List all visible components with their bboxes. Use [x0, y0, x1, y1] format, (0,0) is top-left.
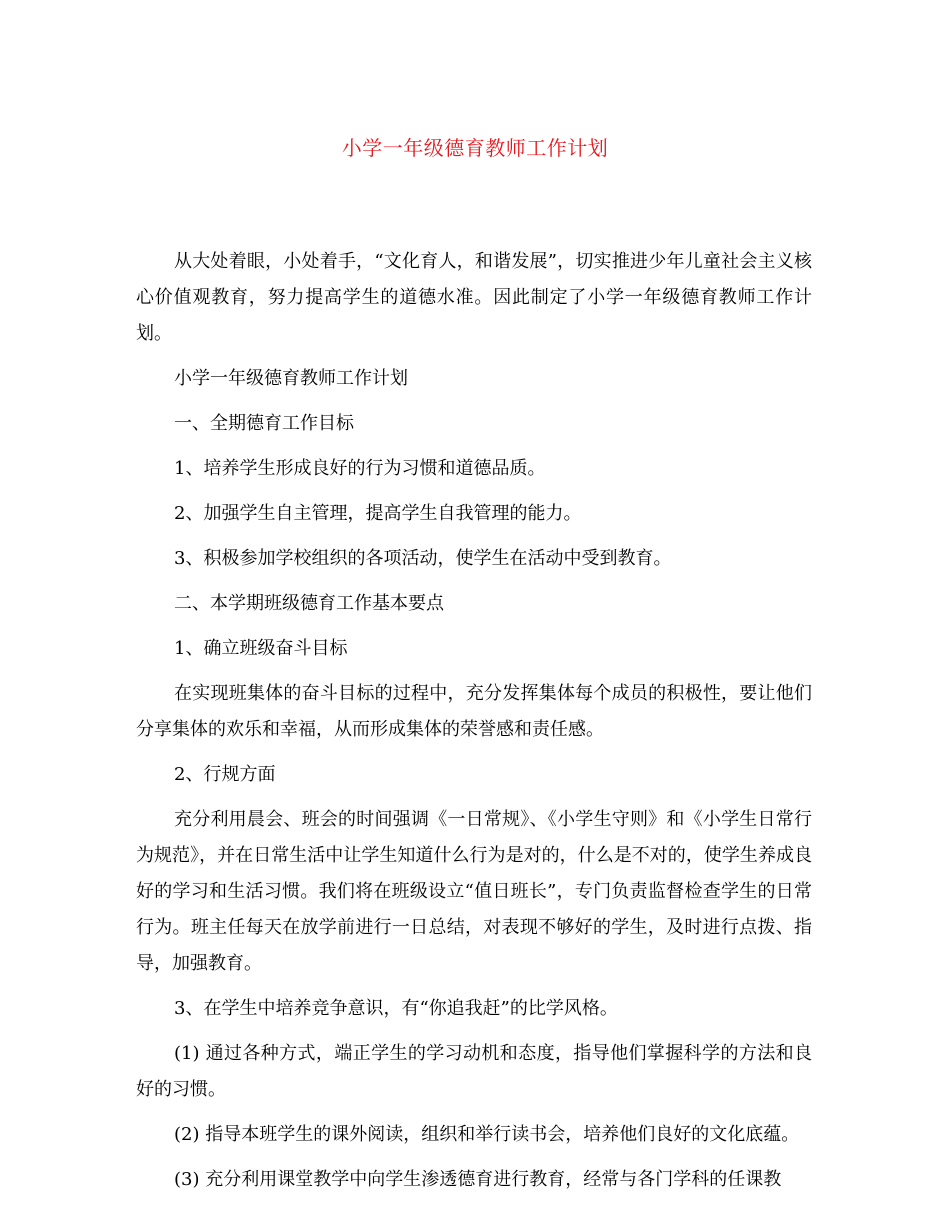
- list-item-goal-2: 2、加强学生自主管理，提高学生自我管理的能力。: [174, 503, 582, 524]
- paragraph-intro: 从大处着眼，小处着手，“文化育人，和谐发展”，切实推进少年儿童社会主义核心价值观教育，努力提高学生的道德水准。因此制定了小学一年级德育教师工作计划。: [136, 251, 812, 344]
- document-body: [136, 244, 812, 1207]
- paragraph-class-goal: 在实现班集体的奋斗目标的过程中，充分发挥集体每个成员的积极性，要让他们分享集体的欢乐和幸福，从而形成集体的荣誉感和责任感。: [136, 683, 812, 740]
- list-item-goal-3: 3、积极参加学校组织的各项活动，使学生在活动中受到教育。: [174, 548, 672, 569]
- document-title: 小学一年级德育教师工作计划: [341, 136, 609, 160]
- subheading-competition: 3、在学生中培养竞争意识，有“你追我赶”的比学风格。: [174, 998, 618, 1019]
- subheading-class-goal: 1、确立班级奋斗目标: [174, 638, 348, 659]
- list-item-competition-2: (2) 指导本班学生的课外阅读，组织和举行读书会，培养他们良好的文化底蕴。: [174, 1124, 800, 1145]
- section-heading-goals: 一、全期德育工作目标: [174, 413, 354, 434]
- paragraph-plan-title: 小学一年级德育教师工作计划: [174, 368, 408, 389]
- list-item-competition-1: (1) 通过各种方式，端正学生的学习动机和态度，指导他们掌握科学的方法和良好的习惯。: [136, 1043, 812, 1100]
- list-item-competition-3: (3) 充分利用课堂教学中向学生渗透德育进行教育，经常与各门学科的任课教: [174, 1169, 782, 1190]
- subheading-conduct: 2、行规方面: [174, 764, 276, 785]
- paragraph-conduct: 充分利用晨会、班会的时间强调《一日常规》、《小学生守则》和《小学生日常行为规范》，并在日常生活中让学生知道什么行为是对的，什么是不对的，使学生养成良好的学习和生活习惯。我们将在班级设立“值日班长”，专门负责监督检查学生的日常行为。班主任每天在放学前进行一日总结，对表现不够好的学生，及时进行点拨、指导，加强教育。: [136, 809, 812, 974]
- section-heading-key-points: 二、本学期班级德育工作基本要点: [174, 593, 444, 614]
- list-item-goal-1: 1、培养学生形成良好的行为习惯和道德品质。: [174, 458, 546, 479]
